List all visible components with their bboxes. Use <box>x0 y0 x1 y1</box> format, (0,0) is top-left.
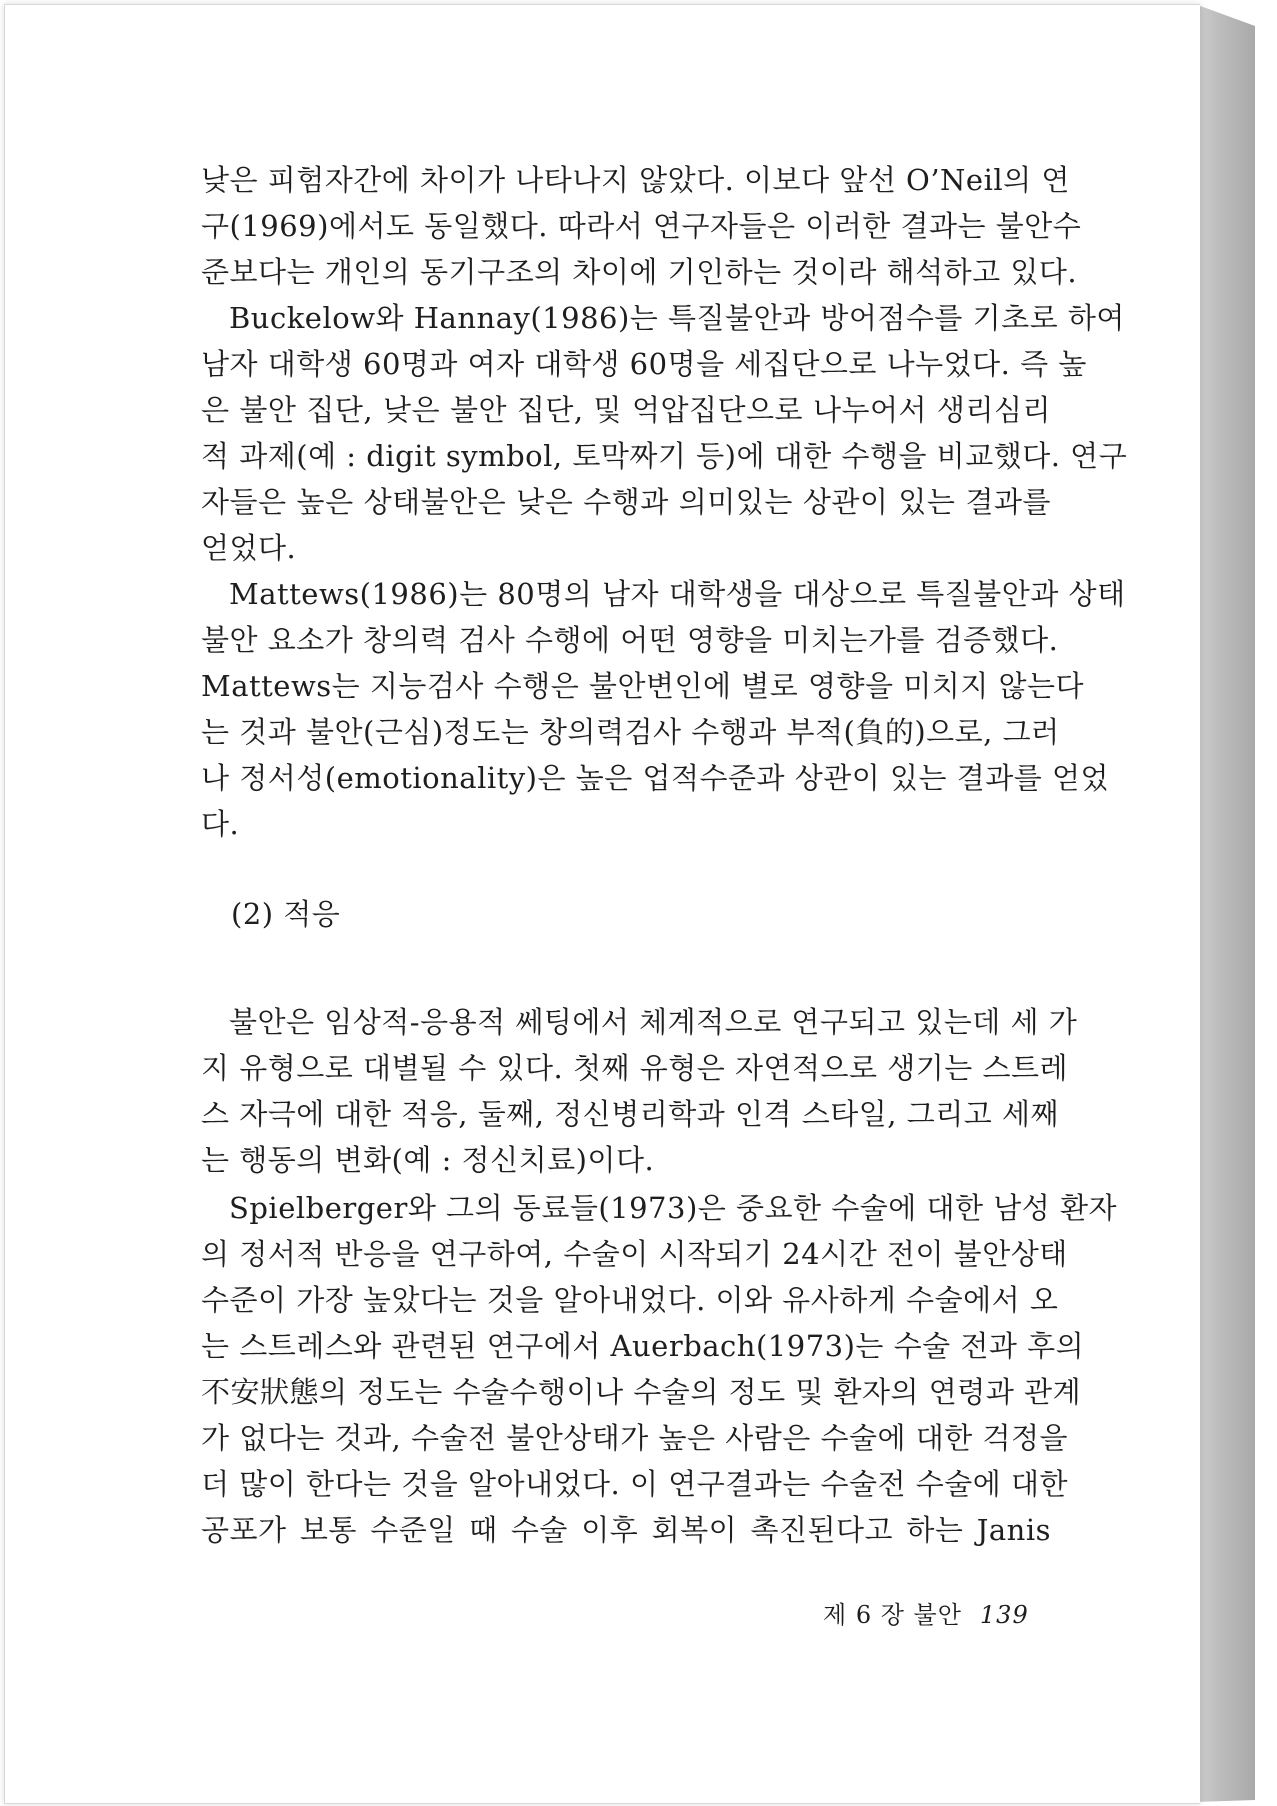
text-line: 스 자극에 대한 적응, 둘째, 정신병리학과 인격 스타일, 그리고 세째 <box>201 1097 1059 1131</box>
text-line: 공포가 보통 수준일 때 수술 이후 회복이 촉진된다고 하는 Janis <box>201 1513 1051 1547</box>
text-line: 더 많이 한다는 것을 알아내었다. 이 연구결과는 수술전 수술에 대한 <box>201 1467 1069 1501</box>
text-line: 불안 요소가 창의력 검사 수행에 어떤 영향을 미치는가를 검증했다. <box>201 623 1059 657</box>
text-line: 얻었다. <box>201 531 297 565</box>
text-line: 지 유형으로 대별될 수 있다. 첫째 유형은 자연적으로 생기는 스트레 <box>201 1051 1069 1085</box>
text-line: 가 없다는 것과, 수술전 불안상태가 높은 사람은 수술에 대한 걱정을 <box>201 1421 1069 1455</box>
chapter-label: 제 6 장 불안 <box>823 1601 962 1629</box>
text-line: 의 정서적 반응을 연구하여, 수술이 시작되기 24시간 전이 불안상태 <box>201 1237 1068 1271</box>
text-line: Mattews는 지능검사 수행은 불안변인에 별로 영향을 미치지 않는다 <box>201 669 1085 703</box>
text-line: 자들은 높은 상태불안은 낮은 수행과 의미있는 상관이 있는 결과를 <box>201 485 1051 519</box>
text-line: 불안은 임상적-응용적 쎄팅에서 체계적으로 연구되고 있는데 세 가 <box>229 1005 1078 1039</box>
book-page <box>4 4 1200 1804</box>
section-heading: (2) 적응 <box>231 897 341 931</box>
text-line: 나 정서성(emotionality)은 높은 업적수준과 상관이 있는 결과를 얻었 <box>201 761 1110 795</box>
text-line: 준보다는 개인의 동기구조의 차이에 기인하는 것이라 해석하고 있다. <box>201 255 1078 289</box>
text-line: 는 것과 불안(근심)정도는 창의력검사 수행과 부적(負的)으로, 그러 <box>201 715 1060 749</box>
text-line: 수준이 가장 높았다는 것을 알아내었다. 이와 유사하게 수술에서 오 <box>201 1283 1059 1317</box>
text-line: 不安狀態의 정도는 수술수행이나 수술의 정도 및 환자의 연령과 관계 <box>201 1375 1082 1409</box>
text-line: 낮은 피험자간에 차이가 나타나지 않았다. 이보다 앞선 O’Neil의 연 <box>201 163 1070 197</box>
text-line: 적 과제(예 : digit symbol, 토막짜기 등)에 대한 수행을 비교했다. 연구 <box>201 439 1128 473</box>
book-page-edge <box>1195 4 1255 1802</box>
text-line: Spielberger와 그의 동료들(1973)은 중요한 수술에 대한 남성 환자 <box>229 1191 1118 1225</box>
page-number: 139 <box>979 1601 1029 1629</box>
text-line: 는 스트레스와 관련된 연구에서 Auerbach(1973)는 수술 전과 후의 <box>201 1329 1085 1363</box>
text-line: 구(1969)에서도 동일했다. 따라서 연구자들은 이러한 결과는 불안수 <box>201 209 1082 243</box>
text-line: Buckelow와 Hannay(1986)는 특질불안과 방어점수를 기초로 하여 <box>229 301 1125 335</box>
page-footer <box>823 1595 1029 1630</box>
text-line: Mattews(1986)는 80명의 남자 대학생을 대상으로 특질불안과 상태 <box>229 577 1126 611</box>
text-line: 은 불안 집단, 낮은 불안 집단, 및 억압집단으로 나누어서 생리심리 <box>201 393 1051 427</box>
text-line: 는 행동의 변화(예 : 정신치료)이다. <box>201 1143 655 1177</box>
text-line: 남자 대학생 60명과 여자 대학생 60명을 세집단으로 나누었다. 즉 높 <box>201 347 1087 381</box>
text-line: 다. <box>201 807 240 841</box>
